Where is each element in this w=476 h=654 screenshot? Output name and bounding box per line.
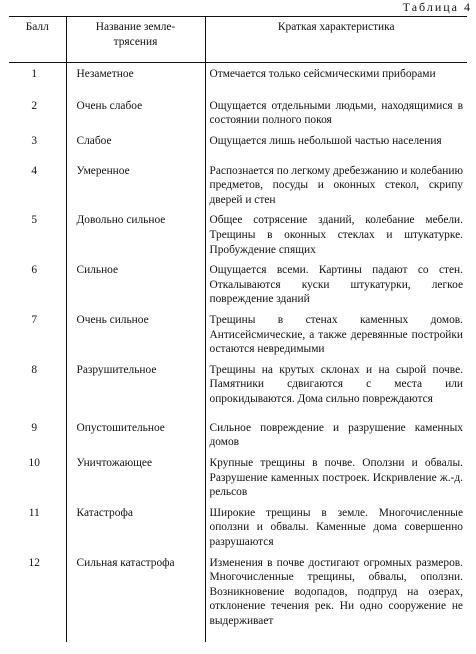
score-cell: 5 <box>31 214 38 227</box>
description-cell: Трещины на крутых склонах и на сырой почве. Памятники сдвигаются с места или опрокидываются. Дома сильно повреждаются <box>205 359 467 417</box>
table-caption: Таблица 4 <box>402 0 472 14</box>
table-header-row <box>9 17 467 63</box>
score-cell: 11 <box>28 506 40 519</box>
description-cell: Распознается по легкому дребезжанию и колебанию предметов, посуды и оконных стекол, скрипу дверей и стен <box>205 160 467 210</box>
score-cell: 10 <box>28 457 40 469</box>
score-cell: 7 <box>31 314 38 327</box>
table-row <box>9 452 467 502</box>
table-row <box>9 359 467 417</box>
description-cell: Ощущается отдельными людьми, находящимися в состоянии полного покоя <box>205 95 467 130</box>
header-name: Название земле- трясения <box>66 17 205 63</box>
table-row <box>9 502 467 552</box>
name-cell: Разрушительное <box>66 359 205 417</box>
table-row <box>9 552 467 642</box>
name-cell: Уничтожающее <box>66 452 205 502</box>
description-cell: Крупные трещины в почве. Оползни и обвалы. Разрушение каменных построек. Искривление ж.-д. рельсов <box>205 452 467 502</box>
name-cell: Довольно сильное <box>66 209 205 259</box>
score-cell: 2 <box>31 99 38 112</box>
table-row <box>9 95 467 130</box>
description-cell: Трещины в стенах каменных домов. Антисейсмические, а также деревянные постройки остаются невредимыми <box>205 309 467 359</box>
description-cell: Отмечается только сейсмическими приборами <box>205 63 467 95</box>
table-row <box>9 130 467 160</box>
name-cell: Слабое <box>66 130 205 160</box>
name-cell: Катастрофа <box>66 502 205 552</box>
score-cell: 3 <box>31 134 38 147</box>
description-cell: Ощущается лишь небольшой частью населения <box>205 130 467 160</box>
description-cell: Сильное повреждение и разрушение каменных домов <box>205 417 467 452</box>
name-cell: Очень слабое <box>66 95 205 130</box>
name-cell: Опустошительное <box>66 417 205 452</box>
name-cell: Сильное <box>66 259 205 309</box>
table-row <box>9 259 467 309</box>
description-cell: Общее сотрясение зданий, колебание мебели. Трещины в оконных стеклах и штукатурке. Пробуждение спящих <box>205 209 467 259</box>
score-cell: 12 <box>28 556 40 569</box>
name-cell: Незаметное <box>66 63 205 95</box>
table-row <box>9 209 467 259</box>
table-row <box>9 309 467 359</box>
score-cell: 1 <box>31 68 38 80</box>
table-row <box>9 63 467 95</box>
description-cell: Широкие трещины в земле. Многочисленные оползни и обвалы. Каменные дома совершенно разрушаются <box>205 502 467 552</box>
score-cell: 6 <box>31 264 38 277</box>
description-cell: Ощущается всеми. Картины падают со стен. Откалываются куски штукатурки, легкое повреждение зданий <box>205 259 467 309</box>
score-cell: 8 <box>31 363 38 376</box>
table-row <box>9 160 467 210</box>
name-cell: Умеренное <box>66 160 205 210</box>
name-cell: Очень сильное <box>66 309 205 359</box>
score-cell: 9 <box>31 421 38 434</box>
score-cell: 4 <box>31 164 38 177</box>
table-row <box>9 417 467 452</box>
header-score: Балл <box>9 17 66 63</box>
earthquake-intensity-table <box>9 16 467 642</box>
description-cell: Изменения в почве достигают огромных размеров. Многочисленные трещины, обвалы, оползни. Возникновение водопадов, подпруд на озерах, отклонение течения рек. Ни одно сооружение не выдерживает <box>205 552 467 642</box>
header-description: Краткая характеристика <box>205 17 467 63</box>
name-cell: Сильная катастрофа <box>66 552 205 642</box>
